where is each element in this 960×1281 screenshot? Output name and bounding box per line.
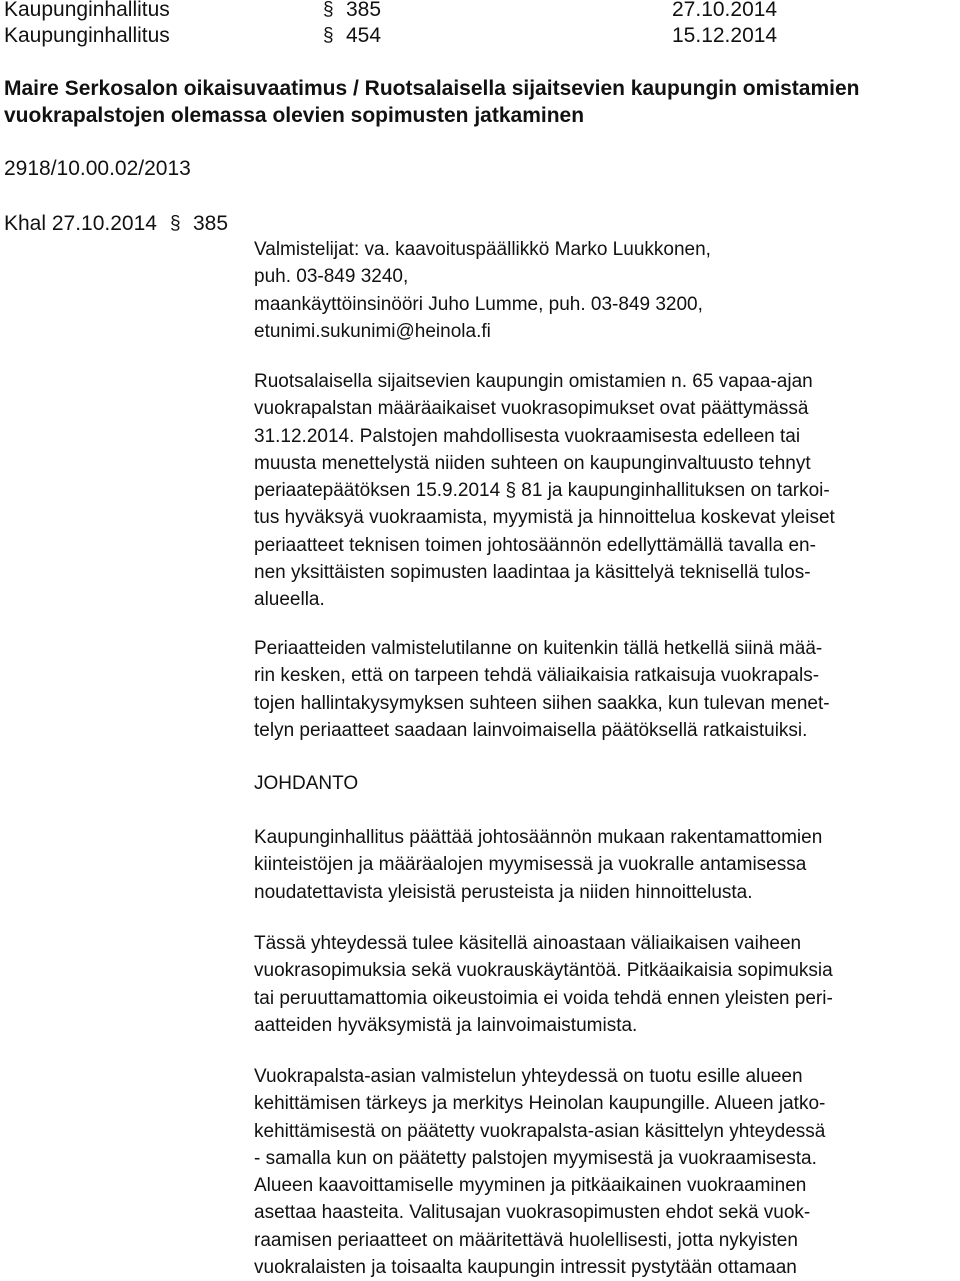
section-heading: JOHDANTO [254, 773, 359, 794]
paragraph-line: Kaupunginhallitus päättää johtosäännön mukaan rakentamattomien [254, 827, 823, 848]
paragraph-line: tus hyväksyä vuokraamista, myymistä ja hinnoittelua koskevat yleiset [254, 507, 835, 529]
paragraph-line: telyn periaatteet saadaan lainvoimaisella päätöksellä ratkaistuiksi. [254, 719, 808, 741]
paragraph-5 [254, 1063, 825, 1281]
paragraph-line: periaatteet teknisen toimen johtosäännön edellyttämällä tavalla en- [254, 534, 816, 556]
paragraph-line: tojen hallintakysymyksen suhteen siihen saakka, kun tulevan menet- [254, 692, 830, 714]
section-symbol: § [323, 25, 334, 46]
preparers-line: Valmistelijat: va. kaavoituspäällikkö Marko Luukkonen, [254, 239, 711, 260]
meeting-ref-number: 385 [193, 212, 229, 235]
paragraph-line: Vuokrapalsta-asian valmistelun yhteydessä on tuotu esille alueen [254, 1066, 803, 1087]
paragraph-line: vuokrapalstan määräaikaiset vuokrasopimukset ovat päättymässä [254, 398, 809, 420]
paragraph-line: vuokrasopimuksia sekä vuokrauskäytäntöä. Pitkäaikaisia sopimuksia [254, 960, 833, 982]
paragraph-line: kehittämisen tärkeys ja merkitys Heinolan kaupungille. Alueen jatko- [254, 1093, 826, 1115]
section-symbol: § [170, 213, 181, 234]
preparers-line: maankäyttöinsinööri Juho Lumme, puh. 03-849 3200, [254, 293, 703, 315]
section-symbol: § [323, 0, 334, 20]
paragraph-line: raamisen periaatteet on määritettävä huolellisesti, jotta nykyisten [254, 1229, 798, 1251]
paragraph-line: asettaa haasteita. Valitusajan vuokrasopimusten ehdot sekä vuok- [254, 1202, 811, 1224]
header-body-name: Kaupunginhallitus [4, 24, 170, 47]
paragraph-line: kehittämisestä on päätetty vuokrapalsta-asian käsittelyn yhteydessä [254, 1120, 826, 1142]
preparers-email: etunimi.sukunimi@heinola.fi [254, 320, 491, 342]
paragraph-line: noudatettavista yleisistä perusteista ja niiden hinnoittelusta. [254, 881, 753, 903]
paragraph-text: 81 ja kaupunginhallituksen on tarkoi- [521, 480, 830, 502]
section-symbol: § [505, 480, 517, 502]
paragraph-line: nen yksittäisten sopimusten laadintaa ja käsittelyä teknisellä tulos- [254, 562, 811, 584]
paragraph-line: kiinteistöjen ja määräalojen myymisessä ja vuokralle antamisessa [254, 854, 807, 876]
meeting-ref-text: Khal 27.10.2014 [4, 212, 157, 235]
paragraph-line: muusta menettelystä niiden suhteen on kaupunginvaltuusto tehnyt [254, 452, 811, 474]
paragraph-line: aatteiden hyväksymistä ja lainvoimaistumista. [254, 1014, 638, 1036]
record-number: 2918/10.00.02/2013 [4, 157, 191, 180]
header-date: 15.12.2014 [672, 24, 778, 47]
paragraph-3 [254, 824, 822, 906]
paragraph-text: periaatepäätöksen 15.9.2014 [254, 480, 501, 502]
header-section-number: 454 [346, 24, 382, 47]
paragraph-4 [254, 930, 833, 1039]
preparers-block [254, 236, 711, 345]
paragraph-line: rin kesken, että on tarpeen tehdä väliaikaisia ratkaisuja vuokrapals- [254, 665, 820, 687]
title-line: vuokrapalstojen olemassa olevien sopimusten jatkaminen [4, 104, 585, 127]
preparers-line: puh. 03-849 3240, [254, 266, 409, 288]
paragraph-line: Alueen kaavoittamiselle myyminen ja pitkäaikainen vuokraaminen [254, 1175, 807, 1197]
header-date: 27.10.2014 [672, 0, 778, 21]
paragraph-line: vuokralaisten ja toisaalta kaupungin intressit pystytään ottamaan [254, 1257, 797, 1279]
paragraph-1 [254, 368, 835, 614]
paragraph-line: Tässä yhteydessä tulee käsitellä ainoastaan väliaikaisen vaiheen [254, 933, 802, 954]
paragraph-line: tai peruuttamattomia oikeustoimia ei voida tehdä ennen yleisten peri- [254, 987, 833, 1009]
paragraph-line [254, 477, 835, 504]
paragraph-line: 31.12.2014. Palstojen mahdollisesta vuokraamisesta edelleen tai [254, 425, 801, 447]
header-body-name: Kaupunginhallitus [4, 0, 170, 21]
paragraph-2 [254, 635, 830, 744]
paragraph-line: Periaatteiden valmistelutilanne on kuitenkin tällä hetkellä siinä mää- [254, 638, 823, 659]
title-line: Maire Serkosalon oikaisuvaatimus / Ruotsalaisella sijaitsevien kaupungin omistamien [4, 77, 860, 100]
header-section-number: 385 [346, 0, 382, 21]
paragraph-line: - samalla kun on päätetty palstojen myymisestä ja vuokraamisesta. [254, 1147, 817, 1169]
paragraph-line: Ruotsalaisella sijaitsevien kaupungin omistamien n. 65 vapaa-ajan [254, 371, 813, 392]
paragraph-line: alueella. [254, 589, 325, 611]
